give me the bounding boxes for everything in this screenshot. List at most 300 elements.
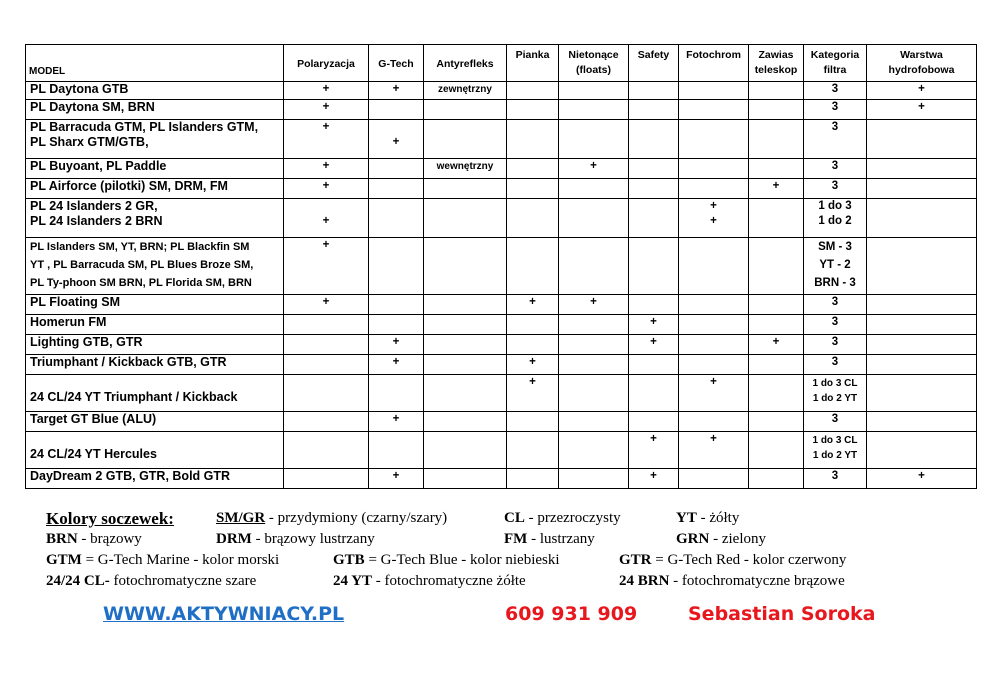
polaryzacja-cell-line: +	[322, 215, 330, 227]
hydrofobowa-cell-line	[870, 335, 973, 350]
kategoria-cell	[804, 412, 867, 432]
kategoria-cell	[804, 295, 867, 315]
kategoria-cell-line: YT - 2	[819, 259, 851, 271]
gtech-cell	[369, 412, 424, 432]
model-cell-line: PL Sharx GTM/GTB,	[30, 135, 149, 149]
kategoria-cell-line: 1 do 3	[818, 200, 852, 212]
polaryzacja-cell	[284, 432, 369, 469]
nietonace-cell	[559, 199, 629, 238]
contact-footer	[0, 603, 992, 631]
kategoria-cell	[804, 432, 867, 469]
antyrefleks-cell-line	[427, 355, 503, 370]
legend-cl: CL - przezroczysty	[504, 510, 621, 526]
hydrofobowa-cell-line	[870, 159, 973, 174]
fotochrom-cell	[679, 159, 749, 179]
kategoria-cell-line: 3	[831, 413, 839, 425]
zawias-cell-line	[752, 100, 800, 115]
pianka-cell-line	[510, 199, 555, 214]
gtech-cell-line	[372, 432, 420, 447]
kategoria-cell-line: 1 do 2	[818, 215, 852, 227]
nietonace-cell-line	[562, 412, 625, 427]
hydrofobowa-cell-line	[870, 412, 973, 427]
legend-fm: FM - lustrzany	[504, 531, 595, 547]
gtech-cell-line	[372, 179, 420, 194]
zawias-cell-line	[752, 159, 800, 174]
legend-brn: BRN - brązowy	[46, 531, 142, 547]
fotochrom-cell-line: +	[710, 215, 717, 227]
contact-name: Sebastian Soroka	[688, 603, 876, 625]
safety-cell-line	[632, 179, 675, 194]
gtech-cell-line	[372, 100, 420, 115]
nietonace-cell	[559, 432, 629, 469]
legend-gtm: GTM = G-Tech Marine - kolor morski	[46, 552, 280, 568]
model-cell	[26, 412, 284, 432]
fotochrom-cell-line: +	[710, 433, 717, 445]
polaryzacja-cell	[284, 315, 369, 335]
safety-cell	[629, 432, 679, 469]
safety-cell	[629, 355, 679, 375]
gtech-cell-line: +	[392, 413, 400, 425]
fotochrom-cell-line	[682, 238, 745, 253]
gtech-cell	[369, 335, 424, 355]
gtech-cell-line	[372, 295, 420, 310]
pianka-cell-line	[510, 100, 555, 115]
fotochrom-cell	[679, 238, 749, 295]
zawias-cell	[749, 335, 804, 355]
fotochrom-cell-line: +	[710, 200, 717, 212]
nietonace-cell-line	[562, 335, 625, 350]
legend-24brn: 24 BRN - fotochromatyczne brązowe	[619, 573, 845, 589]
pianka-cell	[507, 238, 559, 295]
zawias-cell-line	[752, 412, 800, 427]
polaryzacja-cell	[284, 355, 369, 375]
hydrofobowa-cell	[867, 335, 977, 355]
gtech-cell-line: +	[392, 470, 400, 482]
hydrofobowa-cell-line: +	[918, 83, 925, 95]
zawias-cell-line	[752, 315, 800, 330]
gtech-cell	[369, 100, 424, 120]
safety-cell	[629, 82, 679, 100]
antyrefleks-cell-line	[427, 469, 503, 484]
model-cell-line: PL Floating SM	[30, 295, 121, 309]
hydrofobowa-cell	[867, 82, 977, 100]
pianka-cell-line	[510, 432, 555, 447]
antyrefleks-cell	[424, 412, 507, 432]
table-row	[26, 238, 977, 295]
zawias-cell	[749, 159, 804, 179]
fotochrom-cell-line	[682, 315, 745, 330]
kategoria-cell	[804, 159, 867, 179]
model-cell-line: PL Islanders SM, YT, BRN; PL Blackfin SM	[30, 241, 250, 253]
zawias-cell-line	[752, 199, 800, 214]
safety-cell-line	[632, 238, 675, 253]
model-cell-line: PL Barracuda GTM, PL Islanders GTM,	[30, 120, 259, 134]
model-cell	[26, 335, 284, 355]
kategoria-cell-line: BRN - 3	[814, 277, 856, 289]
zawias-cell-line	[752, 82, 800, 97]
kategoria-cell-line: 1 do 3 CL	[812, 435, 858, 446]
nietonace-cell	[559, 100, 629, 120]
fotochrom-cell-line	[682, 412, 745, 427]
zawias-cell	[749, 100, 804, 120]
pianka-cell	[507, 469, 559, 489]
fotochrom-cell-line	[682, 179, 745, 194]
antyrefleks-cell	[424, 432, 507, 469]
table-row	[26, 412, 977, 432]
model-cell-line: YT , PL Barracuda SM, PL Blues Broze SM,	[30, 259, 254, 271]
fotochrom-cell-line	[682, 469, 745, 484]
kategoria-cell-line: SM - 3	[818, 241, 852, 253]
kategoria-cell-line: 3	[831, 121, 839, 133]
header-kategoria: Kategoria filtra	[804, 45, 867, 82]
nietonace-cell-line: +	[590, 160, 597, 172]
safety-cell-line	[632, 355, 675, 370]
pianka-cell-line	[510, 179, 555, 194]
nietonace-cell-line	[562, 179, 625, 194]
safety-cell	[629, 375, 679, 412]
pianka-cell	[507, 375, 559, 412]
gtech-cell	[369, 355, 424, 375]
polaryzacja-cell	[284, 238, 369, 295]
polaryzacja-cell	[284, 100, 369, 120]
model-cell-line: Triumphant / Kickback GTB, GTR	[30, 355, 227, 369]
hydrofobowa-cell-line	[870, 120, 973, 135]
gtech-cell	[369, 315, 424, 335]
antyrefleks-cell-line	[427, 412, 503, 427]
model-cell-line: PL 24 Islanders 2 BRN	[30, 214, 163, 228]
gtech-cell-line: +	[392, 336, 400, 348]
pianka-cell-line	[510, 120, 555, 135]
kategoria-cell	[804, 179, 867, 199]
header-model: MODEL	[26, 45, 284, 82]
zawias-cell	[749, 82, 804, 100]
fotochrom-cell-line: +	[710, 376, 717, 388]
antyrefleks-cell-line	[427, 238, 503, 253]
nietonace-cell-line	[562, 315, 625, 330]
antyrefleks-cell	[424, 199, 507, 238]
polaryzacja-cell-line	[287, 432, 365, 447]
fotochrom-cell	[679, 295, 749, 315]
model-cell-line: Target GT Blue (ALU)	[30, 412, 157, 426]
nietonace-cell-line	[562, 355, 625, 370]
antyrefleks-cell-line	[427, 199, 503, 214]
pianka-cell-line: +	[529, 376, 536, 388]
model-cell	[26, 315, 284, 335]
pianka-cell-line	[510, 412, 555, 427]
model-cell-line: PL Airforce (pilotki) SM, DRM, FM	[30, 179, 228, 193]
kategoria-cell	[804, 100, 867, 120]
legend-24cl: 24/24 CL- fotochromatyczne szare	[46, 573, 257, 589]
table-row	[26, 199, 977, 238]
hydrofobowa-cell-line: +	[918, 101, 925, 113]
fotochrom-cell	[679, 120, 749, 159]
pianka-cell-line	[510, 238, 555, 253]
kategoria-cell	[804, 82, 867, 100]
gtech-cell	[369, 469, 424, 489]
table-row	[26, 432, 977, 469]
safety-cell-line	[632, 375, 675, 390]
kategoria-cell-line: 3	[831, 470, 839, 482]
header-gtech: G-Tech	[369, 45, 424, 82]
hydrofobowa-cell	[867, 179, 977, 199]
antyrefleks-cell-line: zewnętrzny	[438, 84, 492, 95]
zawias-cell-line	[752, 432, 800, 447]
kategoria-cell-line: 3	[831, 160, 839, 172]
hydrofobowa-cell	[867, 375, 977, 412]
legend-grn: GRN - zielony	[676, 531, 766, 547]
nietonace-cell	[559, 412, 629, 432]
legend-drm: DRM - brązowy lustrzany	[216, 531, 375, 547]
kategoria-cell-line: 1 do 2 YT	[812, 450, 858, 461]
fotochrom-cell	[679, 100, 749, 120]
polaryzacja-cell	[284, 469, 369, 489]
header-antyrefleks: Antyrefleks	[424, 45, 507, 82]
nietonace-cell	[559, 159, 629, 179]
polaryzacja-cell-line: +	[322, 101, 330, 113]
polaryzacja-cell-line	[287, 199, 365, 214]
polaryzacja-cell-line: +	[322, 296, 330, 308]
hydrofobowa-cell-line	[870, 199, 973, 214]
safety-cell	[629, 199, 679, 238]
kategoria-cell	[804, 238, 867, 295]
nietonace-cell-line	[562, 199, 625, 214]
safety-cell-line: +	[650, 336, 657, 348]
gtech-cell	[369, 375, 424, 412]
table-body	[26, 82, 977, 489]
zawias-cell	[749, 432, 804, 469]
zawias-cell	[749, 355, 804, 375]
antyrefleks-cell	[424, 315, 507, 335]
zawias-cell	[749, 469, 804, 489]
polaryzacja-cell	[284, 159, 369, 179]
kategoria-cell-line: 3	[831, 101, 839, 113]
fotochrom-cell	[679, 199, 749, 238]
fotochrom-cell	[679, 179, 749, 199]
hydrofobowa-cell	[867, 120, 977, 159]
gtech-cell-line: +	[392, 83, 400, 95]
table-row	[26, 179, 977, 199]
table-row	[26, 315, 977, 335]
table-row	[26, 335, 977, 355]
model-cell	[26, 159, 284, 179]
legend-title: Kolory soczewek:	[46, 509, 174, 528]
safety-cell-line: +	[650, 316, 657, 328]
table-row	[26, 355, 977, 375]
fotochrom-cell-line	[682, 120, 745, 135]
safety-cell-line	[632, 100, 675, 115]
model-cell	[26, 295, 284, 315]
safety-cell	[629, 412, 679, 432]
polaryzacja-cell-line: +	[322, 121, 330, 133]
pianka-cell	[507, 199, 559, 238]
polaryzacja-cell-line	[287, 355, 365, 370]
pianka-cell	[507, 355, 559, 375]
zawias-cell	[749, 315, 804, 335]
antyrefleks-cell	[424, 100, 507, 120]
safety-cell	[629, 335, 679, 355]
kategoria-cell	[804, 335, 867, 355]
antyrefleks-cell-line	[427, 315, 503, 330]
polaryzacja-cell	[284, 412, 369, 432]
polaryzacja-cell	[284, 82, 369, 100]
gtech-cell-line	[372, 315, 420, 330]
pianka-cell	[507, 315, 559, 335]
antyrefleks-cell-line: wewnętrzny	[436, 161, 494, 172]
pianka-cell	[507, 82, 559, 100]
model-cell	[26, 82, 284, 100]
gtech-cell	[369, 82, 424, 100]
antyrefleks-cell	[424, 159, 507, 179]
fotochrom-cell-line	[682, 355, 745, 370]
pianka-cell-line	[510, 335, 555, 350]
table-row	[26, 82, 977, 100]
gtech-cell-line: +	[392, 136, 400, 148]
pianka-cell	[507, 295, 559, 315]
zawias-cell-line	[752, 120, 800, 135]
safety-cell-line	[632, 82, 675, 97]
model-cell	[26, 100, 284, 120]
header-zawias: Zawias teleskop	[749, 45, 804, 82]
safety-cell	[629, 120, 679, 159]
kategoria-cell	[804, 199, 867, 238]
polaryzacja-cell	[284, 375, 369, 412]
nietonace-cell	[559, 375, 629, 412]
fotochrom-cell	[679, 355, 749, 375]
hydrofobowa-cell	[867, 199, 977, 238]
table-row	[26, 375, 977, 412]
model-cell	[26, 120, 284, 159]
hydrofobowa-cell-line	[870, 295, 973, 310]
safety-cell	[629, 295, 679, 315]
zawias-cell	[749, 179, 804, 199]
model-cell	[26, 199, 284, 238]
product-spec-table	[25, 44, 977, 489]
pianka-cell	[507, 120, 559, 159]
gtech-cell-line	[372, 159, 420, 174]
fotochrom-cell	[679, 375, 749, 412]
safety-cell-line	[632, 199, 675, 214]
hydrofobowa-cell	[867, 100, 977, 120]
zawias-cell	[749, 120, 804, 159]
gtech-cell-line	[372, 120, 420, 135]
polaryzacja-cell-line	[287, 315, 365, 330]
model-cell-line: PL 24 Islanders 2 GR,	[30, 199, 158, 213]
gtech-cell-line	[372, 199, 420, 214]
antyrefleks-cell	[424, 295, 507, 315]
gtech-cell	[369, 199, 424, 238]
polaryzacja-cell-line: +	[322, 83, 330, 95]
safety-cell-line: +	[650, 433, 657, 445]
pianka-cell-line: +	[529, 356, 536, 368]
kategoria-cell-line: 3	[831, 296, 839, 308]
antyrefleks-cell	[424, 179, 507, 199]
model-cell-line	[30, 432, 280, 447]
antyrefleks-cell	[424, 335, 507, 355]
hydrofobowa-cell-line	[870, 179, 973, 194]
nietonace-cell	[559, 335, 629, 355]
hydrofobowa-cell	[867, 412, 977, 432]
website-link[interactable]: WWW.AKTYWNIACY.PL	[103, 603, 345, 625]
nietonace-cell-line: +	[590, 296, 597, 308]
zawias-cell-line: +	[772, 336, 780, 348]
safety-cell	[629, 179, 679, 199]
nietonace-cell-line	[562, 100, 625, 115]
polaryzacja-cell	[284, 199, 369, 238]
nietonace-cell	[559, 469, 629, 489]
model-cell-line: DayDream 2 GTB, GTR, Bold GTR	[30, 469, 231, 483]
model-cell-line	[30, 375, 280, 390]
hydrofobowa-cell-line	[870, 238, 973, 253]
hydrofobowa-cell-line	[870, 355, 973, 370]
nietonace-cell	[559, 120, 629, 159]
nietonace-cell-line	[562, 375, 625, 390]
fotochrom-cell	[679, 315, 749, 335]
gtech-cell-line	[372, 238, 420, 253]
safety-cell-line	[632, 295, 675, 310]
antyrefleks-cell-line	[427, 375, 503, 390]
antyrefleks-cell	[424, 375, 507, 412]
table-row	[26, 295, 977, 315]
safety-cell-line	[632, 120, 675, 135]
model-cell	[26, 179, 284, 199]
safety-cell	[629, 159, 679, 179]
pianka-cell	[507, 412, 559, 432]
polaryzacja-cell	[284, 335, 369, 355]
nietonace-cell-line	[562, 82, 625, 97]
antyrefleks-cell	[424, 355, 507, 375]
model-cell-line: PL Buyoant, PL Paddle	[30, 159, 167, 173]
polaryzacja-cell-line	[287, 412, 365, 427]
fotochrom-cell-line	[682, 82, 745, 97]
kategoria-cell-line: 3	[831, 316, 839, 328]
pianka-cell-line	[510, 159, 555, 174]
safety-cell-line: +	[650, 470, 657, 482]
antyrefleks-cell-line	[427, 100, 503, 115]
model-cell	[26, 469, 284, 489]
polaryzacja-cell-line: +	[322, 239, 330, 251]
gtech-cell	[369, 120, 424, 159]
safety-cell	[629, 469, 679, 489]
nietonace-cell-line	[562, 120, 625, 135]
header-pianka: Pianka	[507, 45, 559, 82]
hydrofobowa-cell	[867, 295, 977, 315]
model-cell	[26, 355, 284, 375]
model-cell-line: PL Ty-phoon SM BRN, PL Florida SM, BRN	[30, 277, 252, 289]
model-cell	[26, 432, 284, 469]
kategoria-cell-line: 3	[831, 356, 839, 368]
legend-24yt: 24 YT - fotochromatyczne żółte	[333, 573, 526, 589]
legend-gtb: GTB = G-Tech Blue - kolor niebieski	[333, 552, 560, 568]
kategoria-cell-line: 1 do 2 YT	[812, 393, 858, 404]
hydrofobowa-cell	[867, 315, 977, 335]
polaryzacja-cell-line	[287, 335, 365, 350]
polaryzacja-cell-line: +	[322, 180, 330, 192]
pianka-cell	[507, 179, 559, 199]
nietonace-cell	[559, 295, 629, 315]
antyrefleks-cell-line	[427, 432, 503, 447]
kategoria-cell	[804, 469, 867, 489]
model-cell	[26, 238, 284, 295]
fotochrom-cell	[679, 469, 749, 489]
polaryzacja-cell-line: +	[322, 160, 330, 172]
table-row	[26, 120, 977, 159]
gtech-cell	[369, 432, 424, 469]
header-nietonace: Nietonące (floats)	[559, 45, 629, 82]
nietonace-cell-line	[562, 469, 625, 484]
polaryzacja-cell	[284, 179, 369, 199]
legend-yt: YT - żółty	[676, 510, 740, 526]
kategoria-cell-line: 3	[831, 180, 839, 192]
